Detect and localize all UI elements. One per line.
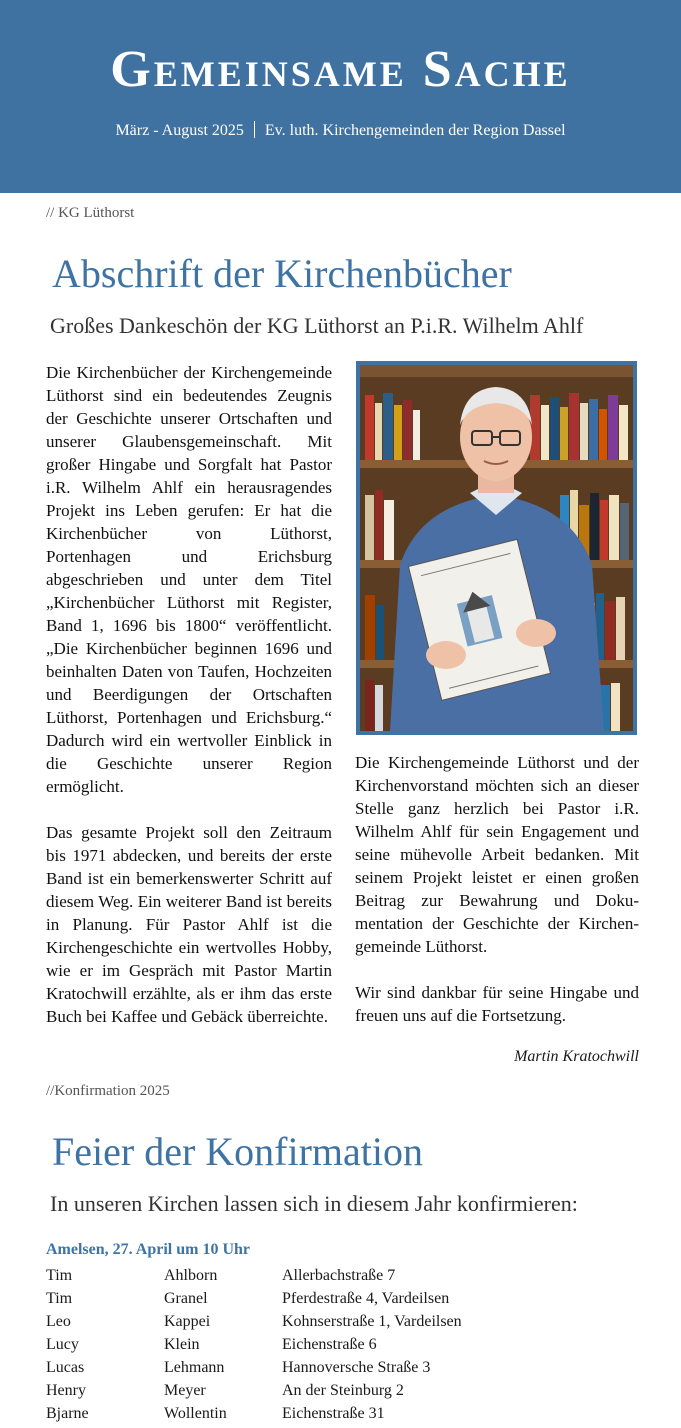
confirmation-place-heading: Amelsen, 27. April um 10 Uhr xyxy=(46,1241,250,1258)
address: Pferdestraße 4, Vardeilsen xyxy=(282,1290,450,1307)
list-item xyxy=(46,1379,542,1402)
first-name: Leo xyxy=(46,1313,71,1330)
article-subtitle: In unseren Kirchen lassen sich in diesem Jahr konfirmieren: xyxy=(50,1191,578,1216)
first-name: Lucas xyxy=(46,1359,85,1376)
issue-period: März - August 2025 xyxy=(115,122,244,139)
portrait-photo xyxy=(356,361,637,735)
masthead-banner xyxy=(0,0,681,193)
masthead-subline xyxy=(0,121,681,140)
address: Hannoversche Straße 3 xyxy=(282,1359,431,1376)
list-item xyxy=(46,1264,542,1287)
paragraph: Die Kirchenbücher der Kirchengemeinde Lüthorst sind ein bedeutendes Zeugnis der Geschichte unserer Ortschaften und unserer Glaubensgemeinschaft. Mit großer Hingabe und Sorgfalt hat Pastor i.R. Wilhelm Ahlf ein herausragendes Projekt ins Leben gerufen: Er hat die Kirchenbücher von Lüthorst, Portenhagen und Erichsburg abgeschrieben und unter dem Titel „Kirchenbücher Lüthorst mit Register, Band 1, 1696 bis 1800“ veröffentlicht. „Die Kirchenbücher beginnen 1696 und beinhalten Daten von Taufen, Hochzeiten und Beerdigungen der Ortschaften Lüthorst, Portenhagen und Erichsburg.“ Dadurch wird ein wertvoller Einblick in die Geschichte unserer Region ermöglicht. xyxy=(46,363,332,796)
list-item xyxy=(46,1402,542,1425)
last-name: Meyer xyxy=(164,1382,206,1399)
divider xyxy=(254,121,255,138)
last-name: Granel xyxy=(164,1290,208,1307)
article-left-column xyxy=(46,361,332,1028)
first-name: Henry xyxy=(46,1382,86,1399)
address: Eichenstraße 31 xyxy=(282,1405,385,1422)
section-tag: //Konfirmation 2025 xyxy=(46,1083,170,1099)
article-subtitle: Großes Dankeschön der KG Lüthorst an P.i.R. Wilhelm Ahlf xyxy=(50,313,584,338)
address: Eichenstraße 6 xyxy=(282,1336,377,1353)
paragraph: Das gesamte Projekt soll den Zeitraum bis 1971 abdecken, und bereits der erste Band ist ein bemerkenswerter Schritt auf diesem Weg. Ein weiterer Band ist bereits in Planung. Für Pastor Ahlf ist die Kirchengeschichte ein wertvolles Hobby, wie er im Gespräch mit Pastor Martin Kratochwill erzählte, als er ihm das erste Buch bei Kaffee und Gebäck überreichte. xyxy=(46,823,332,1026)
first-name: Lucy xyxy=(46,1336,79,1353)
article-author: Martin Kratochwill xyxy=(514,1048,639,1065)
last-name: Kappei xyxy=(164,1313,211,1330)
paragraph: Wir sind dankbar für seine Hingabe und freuen uns auf die Fortsetzung. xyxy=(355,983,639,1025)
article-title: Abschrift der Kirchenbücher xyxy=(52,251,512,296)
article-right-column xyxy=(355,751,639,1027)
address: Allerbachstraße 7 xyxy=(282,1267,396,1284)
list-item xyxy=(46,1333,542,1356)
article-title: Feier der Konfirmation xyxy=(52,1129,423,1174)
paragraph: Die Kirchengemeinde Lüthorst und der Kirchenvorstand möchten sich an dieser Stelle ganz herzlich bei Pastor i.R. Wilhelm Ahlf für sein Engagement und seine mühevolle Arbeit bedanken. Mit seinem Projekt leistet er einen großen Beitrag zur Bewahrung und Dokumentation der Geschichte der Kirchengemeinde Lüthorst. xyxy=(355,753,639,956)
section-tag: // KG Lüthorst xyxy=(46,205,135,221)
first-name: Tim xyxy=(46,1267,73,1284)
last-name: Ahlborn xyxy=(164,1267,218,1284)
issue-region: Ev. luth. Kirchengemeinden der Region Dassel xyxy=(264,122,566,139)
first-name: Tim xyxy=(46,1290,73,1307)
list-item xyxy=(46,1310,542,1333)
last-name: Wollentin xyxy=(164,1405,227,1422)
address: An der Steinburg 2 xyxy=(282,1382,404,1399)
list-item xyxy=(46,1287,542,1310)
masthead-title: Gemeinsame Sache xyxy=(110,41,571,98)
first-name: Bjarne xyxy=(46,1405,89,1422)
list-item xyxy=(46,1356,542,1379)
portrait-illustration xyxy=(360,365,633,731)
last-name: Lehmann xyxy=(164,1359,225,1376)
confirmands-list xyxy=(46,1264,542,1425)
address: Kohnserstraße 1, Vardeilsen xyxy=(282,1313,462,1330)
last-name: Klein xyxy=(164,1336,200,1353)
